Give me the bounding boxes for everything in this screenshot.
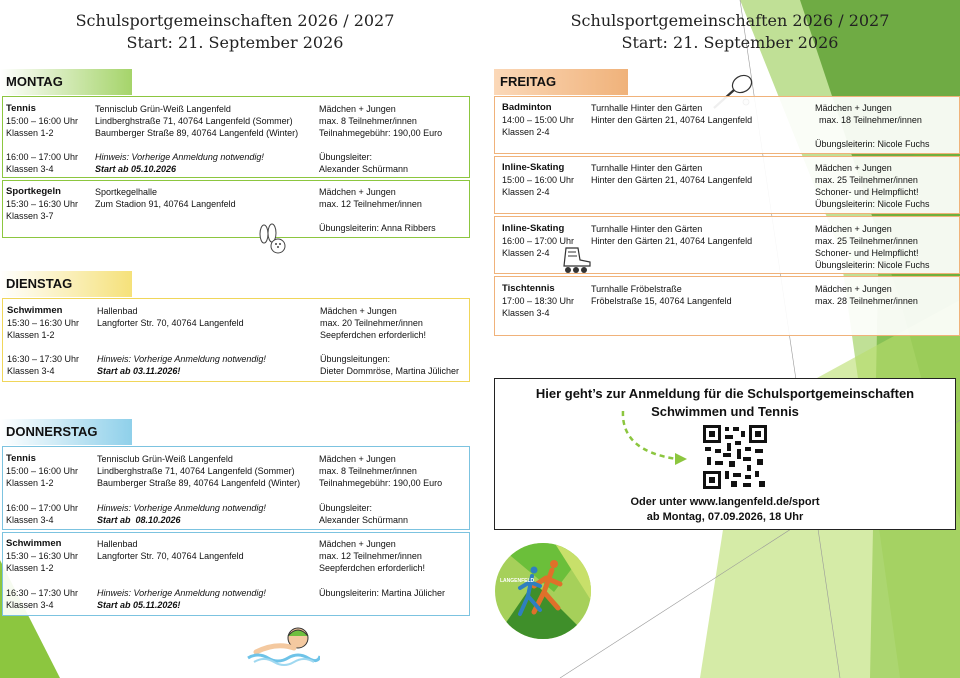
day-tab-donnerstag: DONNERSTAG xyxy=(0,419,132,445)
leader-label: Übungsleiter: xyxy=(319,152,373,162)
location-name: Hallenbad xyxy=(97,539,138,549)
activity-grade: Klassen 3-4 xyxy=(502,308,550,318)
start-date: Start ab 03.11.2026! xyxy=(97,366,181,376)
info-max: max. 18 Teilnehmer/innen xyxy=(819,115,922,125)
activity-time: 16:00 – 17:00 Uhr xyxy=(6,152,79,162)
activity-grade: Klassen 3-7 xyxy=(6,211,54,221)
registration-url: Oder unter www.langenfeld.de/sport xyxy=(630,496,820,508)
leader-name: Übungsleiterin: Anna Ribbers xyxy=(319,223,436,233)
location-name: Turnhalle Hinter den Gärten xyxy=(591,103,703,113)
info-requirement: Seepferdchen erforderlich! xyxy=(320,330,427,340)
info-max: max. 20 Teilnehmer/innen xyxy=(320,318,423,328)
leader-name: Übungsleiterin: Nicole Fuchs xyxy=(815,199,930,209)
location-name: Turnhalle Hinter den Gärten xyxy=(591,224,703,234)
hint-text: Hinweis: Vorherige Anmeldung notwendig! xyxy=(97,503,266,513)
activity-name: Tennis xyxy=(6,453,36,464)
location-address: Lindberghstraße 71, 40764 Langenfeld (Sommer) xyxy=(95,116,293,126)
freitag-tischtennis-box xyxy=(494,276,960,336)
info-requirement: Schoner- und Helmpflicht! xyxy=(815,248,919,258)
inline-skate-icon xyxy=(560,246,594,274)
info-fee: Teilnahmegebühr: 190,00 Euro xyxy=(319,478,443,488)
activity-grade: Klassen 1-2 xyxy=(6,128,54,138)
day-tab-dienstag: DIENSTAG xyxy=(0,271,132,297)
activity-time: 16:30 – 17:30 Uhr xyxy=(6,588,79,598)
info-gender: Mädchen + Jungen xyxy=(815,103,892,113)
location-name: Hallenbad xyxy=(97,306,138,316)
info-max: max. 28 Teilnehmer/innen xyxy=(815,296,918,306)
location-address: Langforter Str. 70, 40764 Langenfeld xyxy=(97,318,244,328)
location-name: Sportkegelhalle xyxy=(95,187,158,197)
activity-time: 14:00 – 15:00 Uhr xyxy=(502,115,575,125)
leader-label: Übungsleiter: xyxy=(319,503,373,513)
activity-time: 15:00 – 16:00 Uhr xyxy=(6,116,79,126)
info-max: max. 12 Teilnehmer/innen xyxy=(319,199,422,209)
activity-name: Badminton xyxy=(502,102,552,113)
info-requirement: Seepferdchen erforderlich! xyxy=(319,563,426,573)
location-name: Turnhalle Hinter den Gärten xyxy=(591,163,703,173)
location-address: Langforter Str. 70, 40764 Langenfeld xyxy=(97,551,244,561)
info-gender: Mädchen + Jungen xyxy=(319,104,396,114)
leader-name: Dieter Dommröse, Martina Jülicher xyxy=(320,366,460,376)
location-address: Hinter den Gärten 21, 40764 Langenfeld xyxy=(591,236,753,246)
hint-text: Hinweis: Vorherige Anmeldung notwendig! xyxy=(95,152,264,162)
location-name: Tennisclub Grün-Weiß Langenfeld xyxy=(97,454,233,464)
leader-name: Übungsleiterin: Nicole Fuchs xyxy=(815,139,930,149)
montag-kegeln-box xyxy=(2,180,470,238)
activity-grade: Klassen 3-4 xyxy=(7,366,55,376)
activity-time: 16:30 – 17:30 Uhr xyxy=(7,354,80,364)
hint-text: Hinweis: Vorherige Anmeldung notwendig! xyxy=(97,354,266,364)
activity-time: 15:30 – 16:30 Uhr xyxy=(6,551,79,561)
activity-grade: Klassen 3-4 xyxy=(6,600,54,610)
activity-grade: Klassen 3-4 xyxy=(6,164,54,174)
activity-time: 16:00 – 17:00 Uhr xyxy=(6,503,79,513)
runners-logo xyxy=(494,542,592,640)
activity-grade: Klassen 1-2 xyxy=(6,563,54,573)
activity-time: 17:00 – 18:30 Uhr xyxy=(502,296,575,306)
location-address: Baumberger Straße 89, 40764 Langenfeld (Winter) xyxy=(97,478,301,488)
info-fee: Teilnahmegebühr: 190,00 Euro xyxy=(319,128,443,138)
location-address: Baumberger Straße 89, 40764 Langenfeld (Winter) xyxy=(95,128,299,138)
registration-date: ab Montag, 07.09.2026, 18 Uhr xyxy=(646,511,804,523)
start-date: Start ab 05.10.2026 xyxy=(95,164,177,174)
location-address: Hinter den Gärten 21, 40764 Langenfeld xyxy=(591,115,753,125)
hint-text: Hinweis: Vorherige Anmeldung notwendig! xyxy=(97,588,266,598)
info-max: max. 8 Teilnehmer/innen xyxy=(319,116,417,126)
registration-heading-sub: Schwimmen und Tennis xyxy=(651,404,799,419)
activity-time: 15:00 – 16:00 Uhr xyxy=(502,175,575,185)
bowling-icon xyxy=(254,220,290,256)
location-name: Turnhalle Fröbelstraße xyxy=(591,284,682,294)
leader-name: Alexander Schürmann xyxy=(319,515,409,525)
location-address: Zum Stadion 91, 40764 Langenfeld xyxy=(95,199,236,209)
activity-grade: Klassen 3-4 xyxy=(6,515,54,525)
activity-time: 15:00 – 16:00 Uhr xyxy=(6,466,79,476)
leader-name: Übungsleiterin: Martina Jülicher xyxy=(319,588,446,598)
info-max: max. 25 Teilnehmer/innen xyxy=(815,175,918,185)
leader-name: Übungsleiterin: Nicole Fuchs xyxy=(815,260,930,270)
registration-heading: Hier geht’s zur Anmeldung für die Schulsportgemeinschaften xyxy=(535,386,915,401)
freitag-skating1-box xyxy=(494,156,960,214)
activity-name: Tischtennis xyxy=(502,283,555,294)
leader-label: Übungsleitungen: xyxy=(320,354,391,364)
activity-grade: Klassen 2-4 xyxy=(502,187,550,197)
info-max: max. 25 Teilnehmer/innen xyxy=(815,236,918,246)
activity-name: Inline-Skating xyxy=(502,223,565,234)
activity-grade: Klassen 2-4 xyxy=(502,127,550,137)
logo-text: LANGENFELD xyxy=(500,578,535,584)
info-gender: Mädchen + Jungen xyxy=(815,224,892,234)
dienstag-schwimmen-box xyxy=(2,298,470,382)
info-gender: Mädchen + Jungen xyxy=(320,306,397,316)
location-address: Fröbelstraße 15, 40764 Langenfeld xyxy=(591,296,732,306)
info-gender: Mädchen + Jungen xyxy=(319,187,396,197)
montag-tennis-box xyxy=(2,96,470,178)
info-gender: Mädchen + Jungen xyxy=(815,163,892,173)
donnerstag-schwimmen-box xyxy=(2,532,470,616)
info-max: max. 12 Teilnehmer/innen xyxy=(319,551,422,561)
activity-name: Inline-Skating xyxy=(502,162,565,173)
page-title-left: Schulsportgemeinschaften 2026 / 2027 Start: 21. September 2026 xyxy=(75,11,395,52)
dashed-arrow-icon xyxy=(615,407,695,467)
registration-box xyxy=(494,378,956,530)
activity-name: Schwimmen xyxy=(7,305,63,316)
activity-grade: Klassen 1-2 xyxy=(6,478,54,488)
activity-name: Sportkegeln xyxy=(6,186,61,197)
freitag-badminton-box xyxy=(494,96,960,154)
activity-time: 15:30 – 16:30 Uhr xyxy=(7,318,80,328)
location-address: Lindberghstraße 71, 40764 Langenfeld (Sommer) xyxy=(97,466,295,476)
info-gender: Mädchen + Jungen xyxy=(319,454,396,464)
leader-name: Alexander Schürmann xyxy=(319,164,409,174)
location-name: Tennisclub Grün-Weiß Langenfeld xyxy=(95,104,231,114)
info-requirement: Schoner- und Helmpflicht! xyxy=(815,187,919,197)
activity-grade: Klassen 2-4 xyxy=(502,248,550,258)
activity-name: Schwimmen xyxy=(6,538,62,549)
day-tab-freitag: FREITAG xyxy=(494,69,628,95)
start-date: Start ab 08.10.2026 xyxy=(97,515,181,525)
start-date: Start ab 05.11.2026! xyxy=(97,600,181,610)
page-title-right: Schulsportgemeinschaften 2026 / 2027 Start: 21. September 2026 xyxy=(570,11,890,52)
donnerstag-tennis-box xyxy=(2,446,470,530)
activity-time: 16:00 – 17:00 Uhr xyxy=(502,236,575,246)
info-gender: Mädchen + Jungen xyxy=(319,539,396,549)
activity-time: 15:30 – 16:30 Uhr xyxy=(6,199,79,209)
location-address: Hinter den Gärten 21, 40764 Langenfeld xyxy=(591,175,753,185)
qr-code-icon[interactable] xyxy=(703,425,767,489)
day-tab-montag: MONTAG xyxy=(0,69,132,95)
info-max: max. 8 Teilnehmer/innen xyxy=(319,466,417,476)
activity-grade: Klassen 1-2 xyxy=(7,330,55,340)
swimmer-icon xyxy=(246,622,320,668)
info-gender: Mädchen + Jungen xyxy=(815,284,892,294)
activity-name: Tennis xyxy=(6,103,36,114)
